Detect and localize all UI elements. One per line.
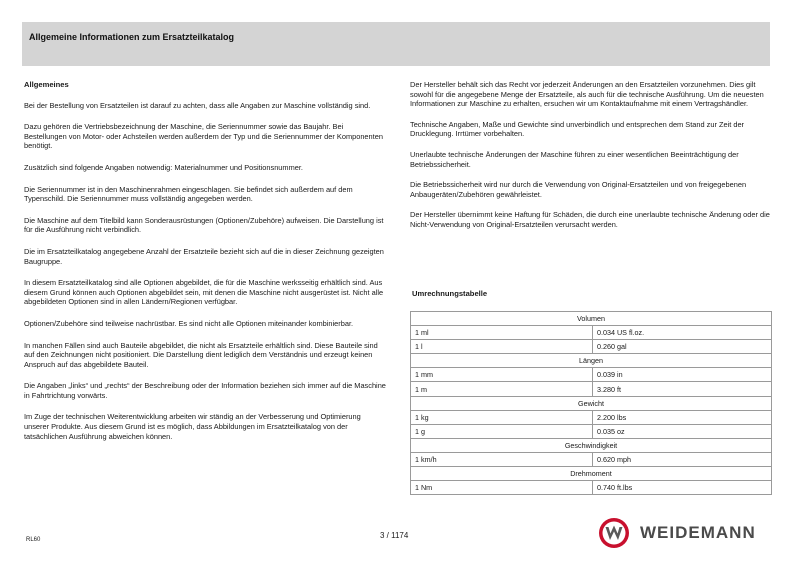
value-cell: 0.620 mph xyxy=(593,452,772,466)
value-cell: 0.034 US fl.oz. xyxy=(593,326,772,340)
paragraph: In diesem Ersatzteilkatalog sind alle Optionen abgebildet, die für die Maschine werksseitig erhältlich sind. Aus diesem Grund können auch Optionen abgebildet sein, mit denen die Maschine nicht ausgerüstet ist. Nicht alle abgebildeten Optionen sind in allen Ländern/Regionen verfügbar. xyxy=(24,278,384,307)
table-category-row xyxy=(411,354,772,368)
category-cell: Gewicht xyxy=(411,396,772,410)
table-category-row xyxy=(411,396,772,410)
unit-cell: 1 km/h xyxy=(411,452,593,466)
paragraph: Technische Angaben, Maße und Gewichte sind unverbindlich und entsprechen dem Stand zur Zeit der Drucklegung. Irrtümer vorbehalten. xyxy=(410,119,745,139)
document-code: RL60 xyxy=(26,537,41,543)
value-cell: 2.200 lbs xyxy=(593,410,772,424)
unit-cell: 1 mm xyxy=(411,368,593,382)
value-cell: 0.039 in xyxy=(593,368,772,382)
unit-cell: 1 Nm xyxy=(411,481,593,495)
paragraph: Zusätzlich sind folgende Angaben notwendig: Materialnummer und Positionsnummer. xyxy=(24,162,303,172)
page-header xyxy=(22,22,770,66)
table-row xyxy=(411,368,772,382)
conversion-table-title: Umrechnungstabelle xyxy=(412,289,488,298)
paragraph: Unerlaubte technische Änderungen der Maschine führen zu einer wesentlichen Beeinträchtigung der Betriebssicherheit. xyxy=(410,149,739,169)
paragraph: Der Hersteller übernimmt keine Haftung für Schäden, die durch eine unerlaubte technische Änderung oder die Nicht-Verwendung von Original-Ersatzteilen verursacht werden. xyxy=(410,210,770,229)
table-row xyxy=(411,424,772,438)
table-row xyxy=(411,382,772,396)
paragraph: Der Hersteller behält sich das Recht vor jederzeit Änderungen an den Ersatzteilen vorzunehmen. Dies gilt sowohl für die angegebene Menge der Ersatzteile, als auch für die technische Ausführung. Um die neuesten Informationen zur Maschine zu erhalten, ersuchen wir um Kontaktaufnahme mit einem Vertragshändler. xyxy=(410,80,764,109)
paragraph: Die Seriennummer ist in den Maschinenrahmen eingeschlagen. Sie befindet sich außerdem auf dem Typenschild. Die Seriennummer muss vollständig angegeben werden. xyxy=(24,184,353,204)
paragraph: In manchen Fällen sind auch Bauteile abgebildet, die nicht als Ersatzteile erhältlich sind. Diese Bauteile sind auf den Zeichnungen nicht positioniert. Die Darstellung dient lediglich dem Verständnis und erzeugt keinen Anspruch auf das abgebildete Bauteil. xyxy=(24,340,378,369)
paragraph: Optionen/Zubehöre sind teilweise nachrüstbar. Es sind nicht alle Optionen miteinander kombinierbar. xyxy=(24,318,354,328)
unit-cell: 1 kg xyxy=(411,410,593,424)
table-row xyxy=(411,410,772,424)
brand-name: WEIDEMANN xyxy=(640,523,756,542)
table-row xyxy=(411,481,772,495)
right-column xyxy=(410,80,772,241)
paragraph: Die Maschine auf dem Titelbild kann Sonderausrüstungen (Optionen/Zubehöre) aufweisen. Die Darstellung ist für die Ausführung nicht verbindlich. xyxy=(24,215,384,235)
table-row xyxy=(411,452,772,466)
section-heading: Allgemeines xyxy=(24,80,69,89)
value-cell: 3.280 ft xyxy=(593,382,772,396)
value-cell: 0.035 oz xyxy=(593,424,772,438)
unit-cell: 1 m xyxy=(411,382,593,396)
conversion-table xyxy=(410,311,772,495)
paragraph: Im Zuge der technischen Weiterentwicklung arbeiten wir ständig an der Verbesserung und Optimierung unserer Produkte. Aus diesem Grund ist es möglich, dass Abbildungen im Ersatzteilkatalog von der tatsächlichen Ausführung abweichen können. xyxy=(24,412,361,441)
table-category-row xyxy=(411,467,772,481)
category-cell: Volumen xyxy=(411,312,772,326)
category-cell: Drehmoment xyxy=(411,467,772,481)
paragraph: Die im Ersatzteilkatalog angegebene Anzahl der Ersatzteile bezieht sich auf die in dieser Zeichnung gezeigten Baugruppe. xyxy=(24,246,384,266)
paragraph: Bei der Bestellung von Ersatzteilen ist darauf zu achten, dass alle Angaben zur Maschine vollständig sind. xyxy=(24,100,371,110)
category-cell: Längen xyxy=(411,354,772,368)
table-row xyxy=(411,340,772,354)
table-row xyxy=(411,326,772,340)
value-cell: 0.740 ft.lbs xyxy=(593,481,772,495)
unit-cell: 1 g xyxy=(411,424,593,438)
value-cell: 0.260 gal xyxy=(593,340,772,354)
weidemann-logo-icon xyxy=(598,517,630,549)
table-category-row xyxy=(411,438,772,452)
page-title: Allgemeine Informationen zum Ersatzteilkatalog xyxy=(29,32,235,42)
table-category-row xyxy=(411,312,772,326)
paragraph: Dazu gehören die Vertriebsbezeichnung der Maschine, die Seriennummer sowie das Baujahr. Bei Bestellungen von Motor- oder Achsteilen werden außerdem der Typ und die Seriennummer der Komponenten benötigt. xyxy=(24,122,383,151)
paragraph: Die Betriebssicherheit wird nur durch die Verwendung von Original-Ersatzteilen und von freigegebenen Anbaugeräten/Zubehören gewährleistet. xyxy=(410,180,747,199)
left-column xyxy=(24,80,386,453)
category-cell: Geschwindigkeit xyxy=(411,438,772,452)
page-number: 3 / 1174 xyxy=(380,531,409,540)
paragraph: Die Angaben „links“ und „rechts“ der Beschreibung oder der Information beziehen sich immer auf die Maschine in Fahrtrichtung vorwärts. xyxy=(24,381,386,400)
unit-cell: 1 ml xyxy=(411,326,593,340)
unit-cell: 1 l xyxy=(411,340,593,354)
